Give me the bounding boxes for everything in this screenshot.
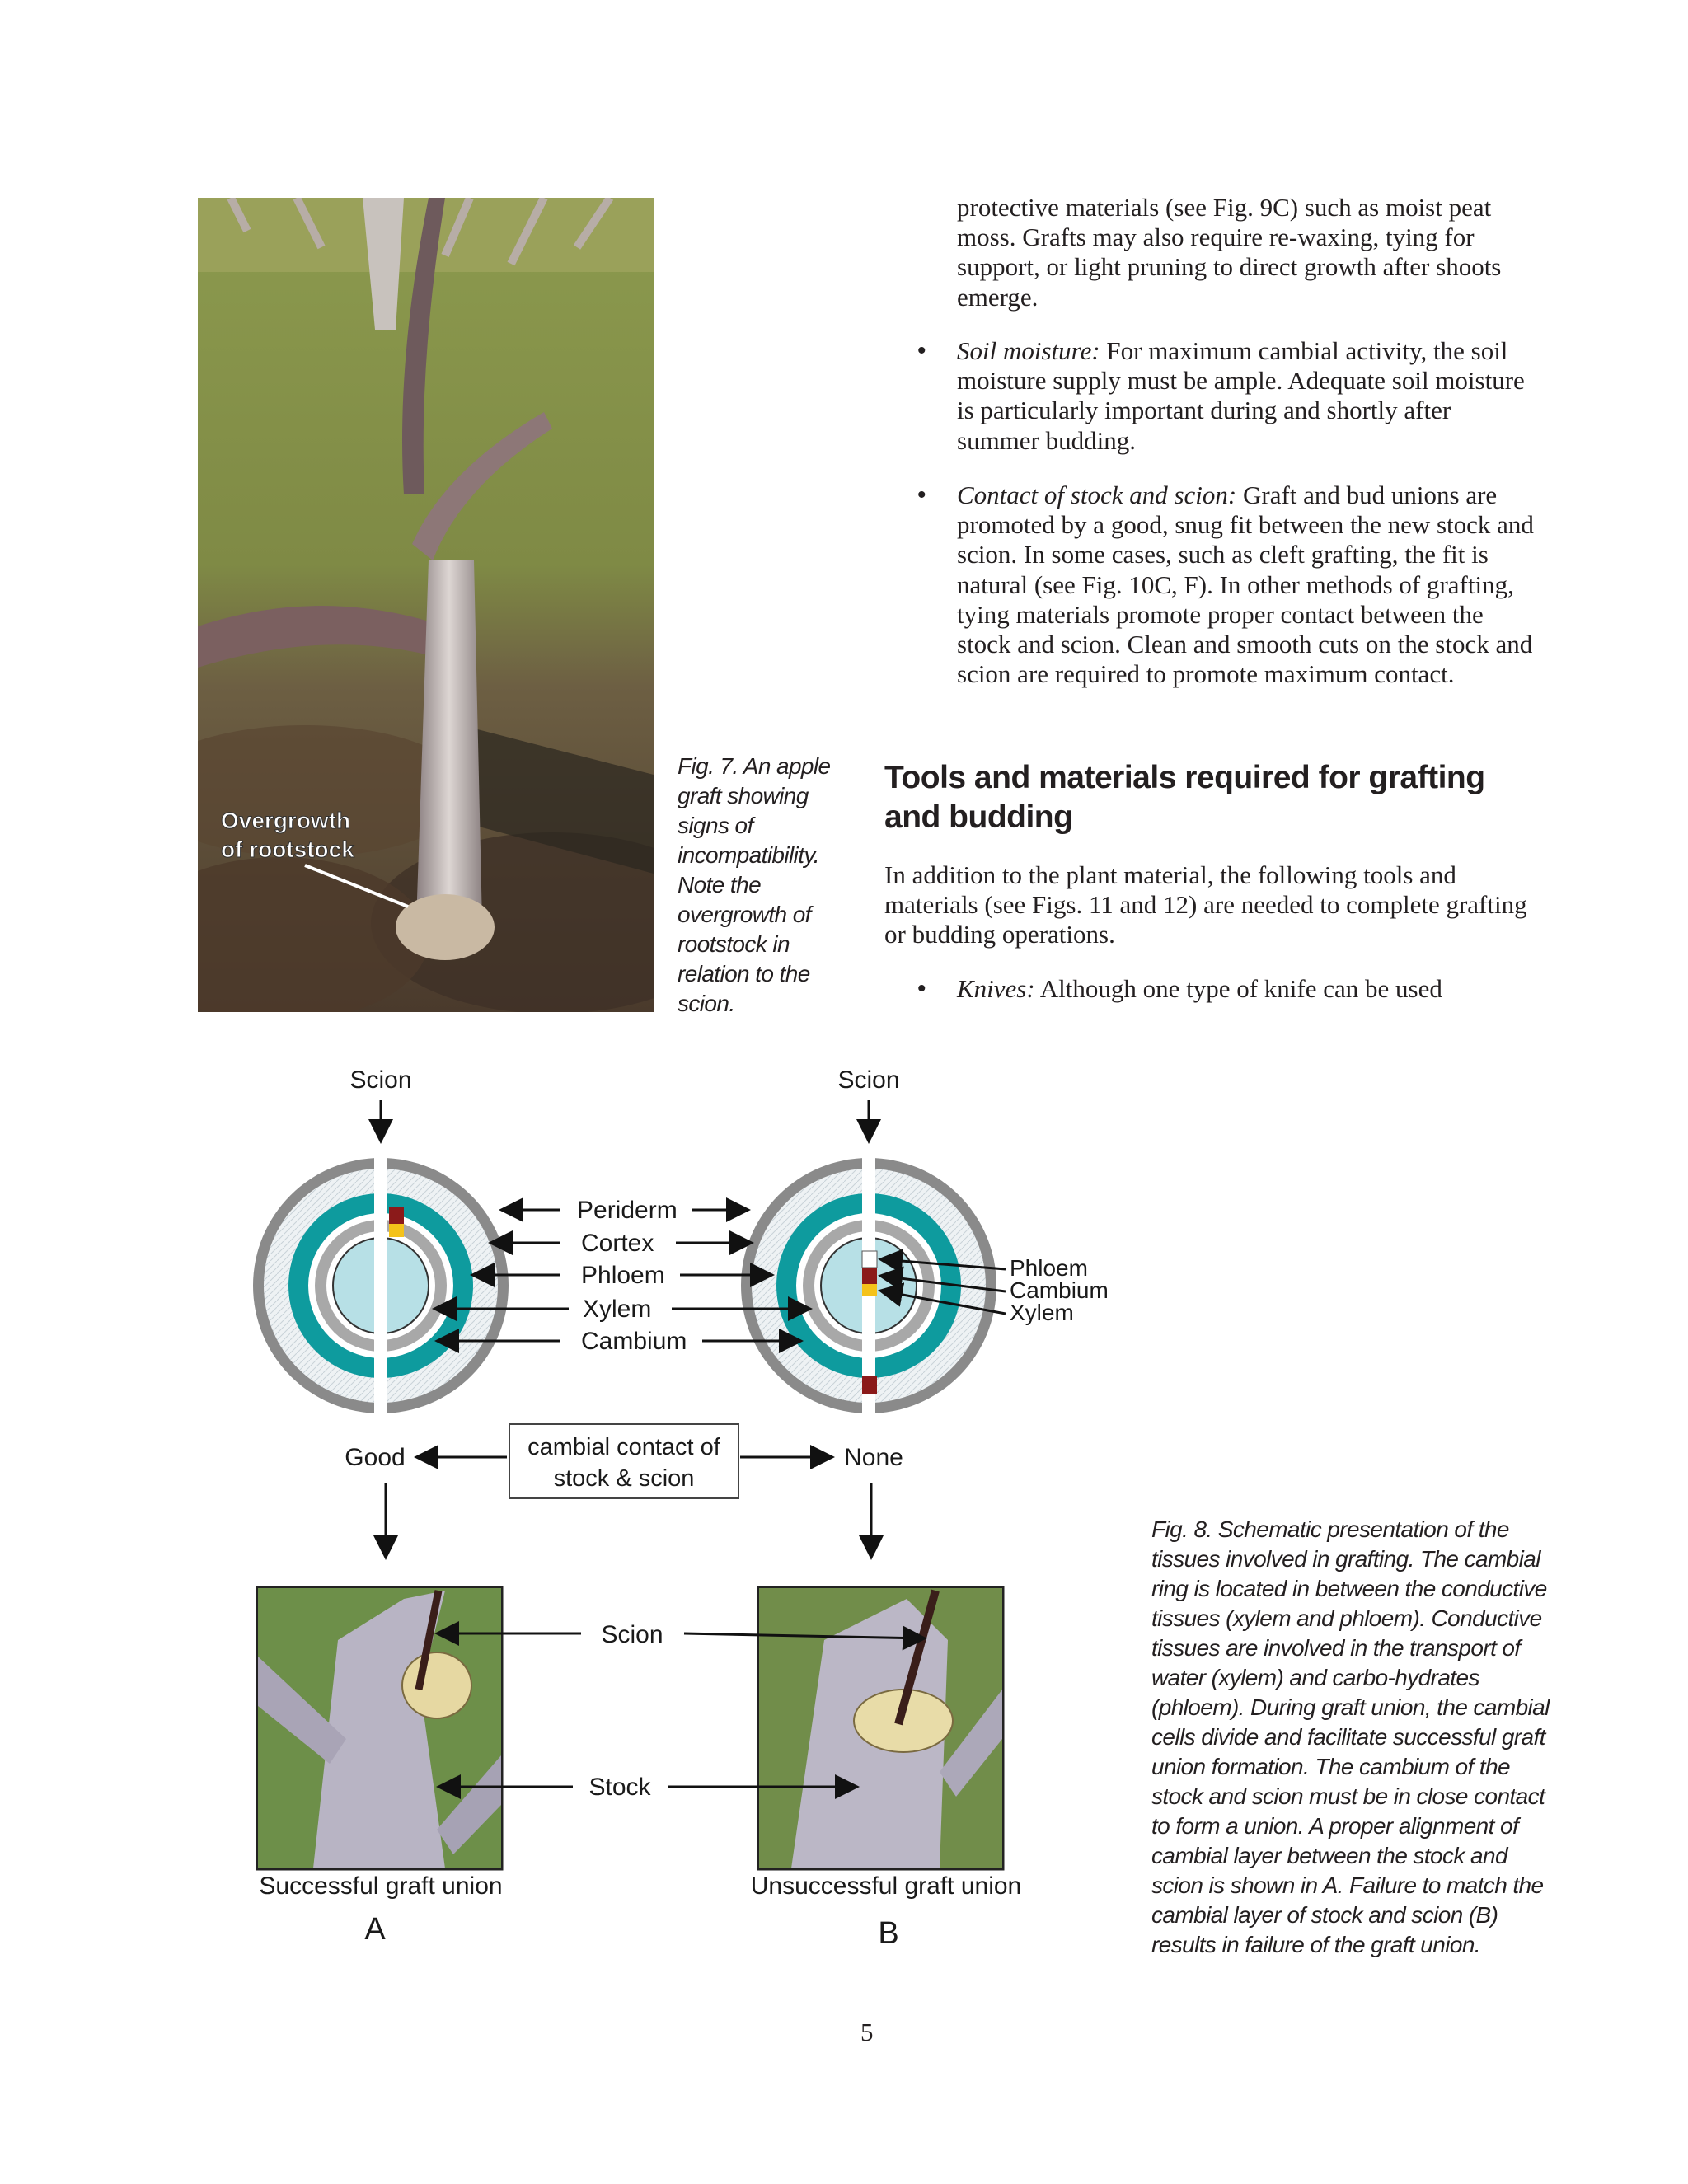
side-labels: [1010, 1255, 1109, 1325]
letter-b: B: [878, 1916, 899, 1951]
label-cambium: Cambium: [581, 1328, 687, 1355]
tissue-labels: [577, 1197, 687, 1355]
scion-label-b: Scion: [837, 1066, 900, 1094]
caption-a: Successful graft union: [259, 1872, 503, 1900]
label-phloem: Phloem: [581, 1262, 665, 1289]
caption-b: Unsuccessful graft union: [750, 1872, 1022, 1900]
bullet-dot: •: [917, 337, 926, 364]
bullet-text: Graft and bud unions are promoted by a good, snug fit between the new stock and scion. In some cases, such as cleft grafting, the fit is natural (see Fig. 10C, F). In other methods of grafting, tying materials promote proper contact between the stock and scion. Clean and smooth cuts on the stock and scion are required to promote maximum contact.: [957, 480, 1534, 689]
bullet-term: Contact of stock and scion:: [957, 480, 1237, 509]
bullet-contact: [917, 480, 1538, 689]
bullet-term: Knives:: [957, 974, 1035, 1003]
bullet-term: Soil moisture:: [957, 336, 1100, 365]
letter-a: A: [364, 1912, 386, 1947]
photo-b: [758, 1587, 1003, 1869]
section-heading: Tools and materials required for grafting and budding: [884, 760, 1485, 835]
side-label-phloem: Phloem: [1010, 1255, 1088, 1281]
fig8-caption: Fig. 8. Schematic presentation of the tissues involved in grafting. The cambial ring is located in between the conductive tissues (xylem and phloem). Conductive tissues are involved in the transport of water (xylem) and carbo-hydrates (phloem). During graft union, the cambial cells divide and facilitate successful graft union formation. The cambium of the stock and scion must be in close contact to form a union. A proper alignment of cambial layer between the stock and scion is shown in A. Failure to match the cambial layer of stock and scion (B) results in failure of the graft union.: [1151, 1516, 1550, 1957]
good-label: Good: [345, 1444, 406, 1471]
photo-stock-label: Stock: [588, 1774, 651, 1801]
apple-tree-graft-image: [198, 198, 654, 1012]
side-label-xylem: Xylem: [1010, 1300, 1074, 1325]
bullet-knives: [917, 974, 1538, 1004]
label-xylem: Xylem: [583, 1296, 652, 1323]
bullet-dot: •: [917, 481, 926, 509]
photo-scion-label: Scion: [601, 1621, 663, 1648]
label-cortex: Cortex: [581, 1230, 654, 1257]
contact-box-line1: cambial contact of: [528, 1434, 720, 1460]
page-number: 5: [860, 2018, 874, 2046]
bullet-text: For maximum cambial activity, the soil moisture supply must be ample. Adequate soil moisture is particularly important during and shortly after summer budding.: [957, 336, 1525, 455]
overgrowth-label: Overgrowth of rootstock: [221, 808, 354, 862]
bullet-text: Although one type of knife can be used: [1034, 974, 1442, 1003]
bullet-soil-moisture: [917, 336, 1538, 456]
cross-section-a: [253, 1150, 509, 1422]
none-label: None: [844, 1444, 903, 1471]
top-paragraph: protective materials (see Fig. 9C) such as moist peat moss. Grafts may also require re-waxing, tying for support, or light pruning to direct growth after shoots emerge.: [957, 193, 1502, 312]
contact-box-line2: stock & scion: [553, 1465, 695, 1492]
fig7-caption: Fig. 7. An apple graft showing signs of incompatibility. Note the overgrowth of rootstock in relation to the scion.: [678, 753, 831, 1016]
fig7-photo: [198, 198, 654, 1012]
scion-label-a: Scion: [349, 1066, 412, 1094]
label-periderm: Periderm: [577, 1197, 678, 1224]
photo-a: [257, 1587, 502, 1869]
fig8-diagram: [198, 1063, 1154, 1953]
section-paragraph: In addition to the plant material, the following tools and materials (see Figs. 11 and 12) are needed to complete grafting or budding operations.: [884, 860, 1527, 949]
side-label-cambium: Cambium: [1010, 1277, 1109, 1303]
bullet-dot: •: [917, 975, 926, 1002]
